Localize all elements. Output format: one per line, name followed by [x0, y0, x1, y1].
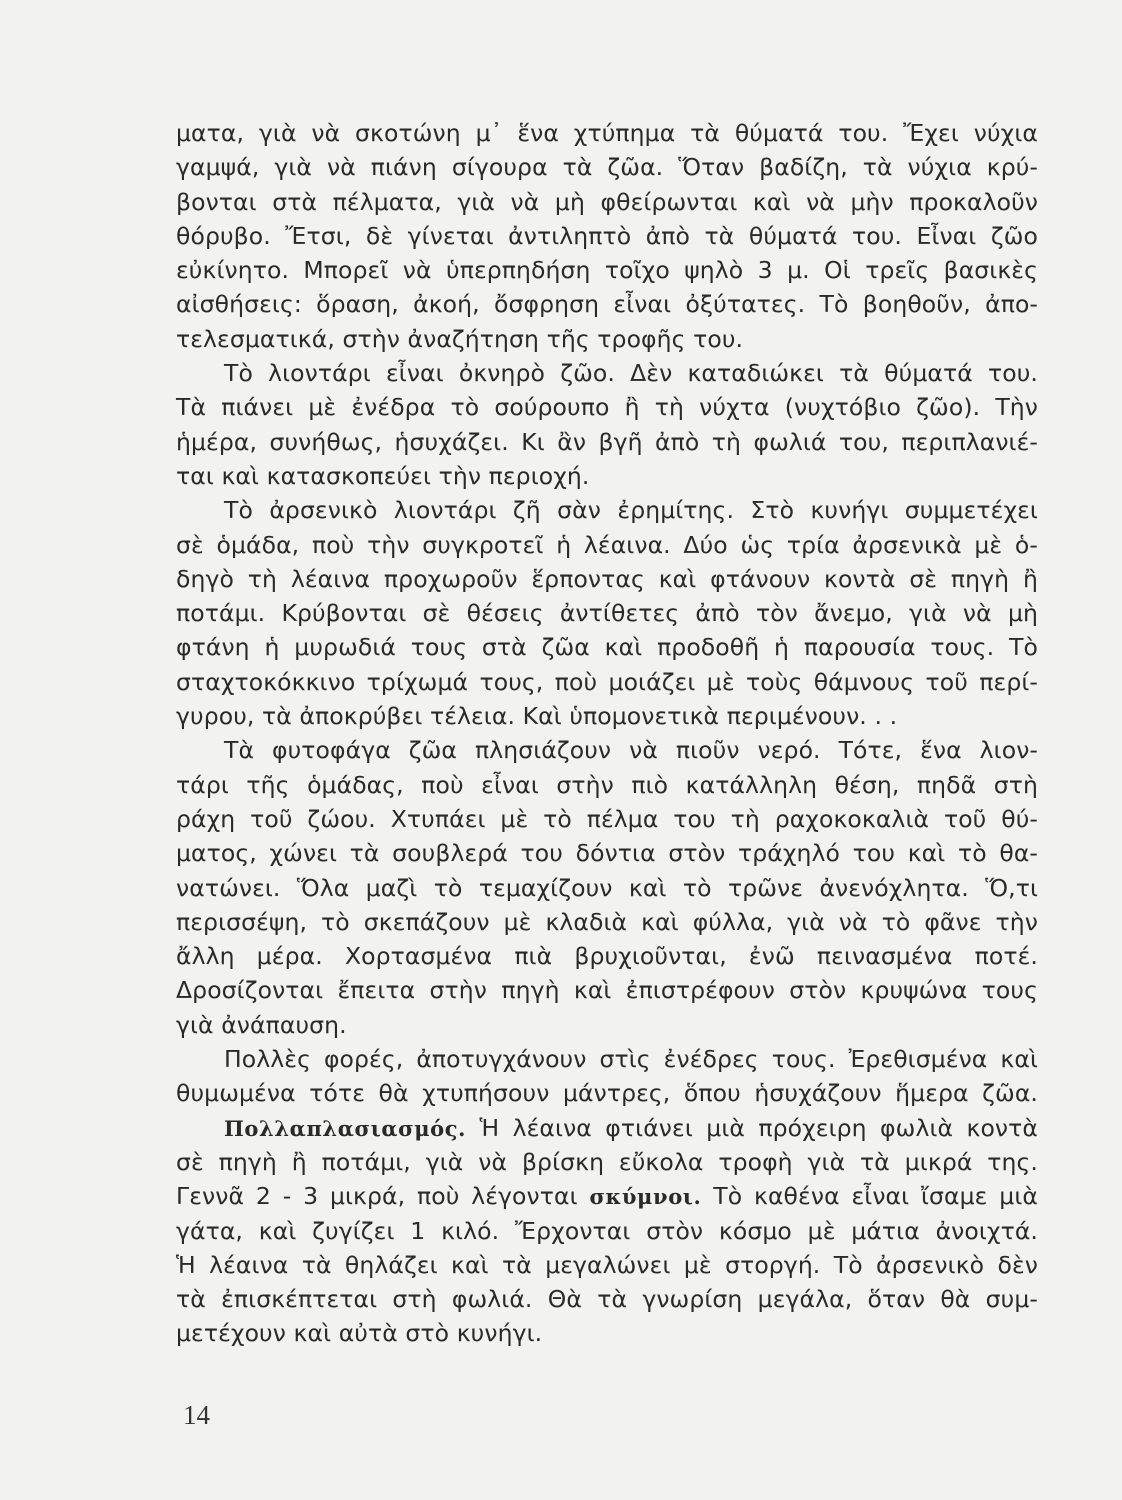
- text-line: ράχη τοῦ ζώου. Χτυπάει μὲ τὸ πέλμα του τὴ ραχοκοκαλιὰ τοῦ θύ-: [176, 804, 1038, 833]
- paragraph-3: [176, 493, 1038, 733]
- page-number: 14: [183, 1400, 210, 1430]
- text-line: ται καὶ κατασκοπεύει τὴν περιοχή.: [176, 461, 590, 490]
- text-span: Τὸ καθένα εἶναι ἴσαμε μιὰ: [713, 1182, 1038, 1211]
- text-line: θυμωμένα τότε θὰ χτυπήσουν μάντρες, ὅπου ἡσυχάζουν ἥμερα ζῶα.: [176, 1079, 1038, 1108]
- paragraph-reproduction: [176, 1111, 1038, 1351]
- paragraph-2: [176, 356, 1038, 493]
- text-line: σταχτοκόκκινο τρίχωμά τους, ποὺ μοιάζει μὲ τοὺς θάμνους τοῦ περί-: [176, 667, 1038, 696]
- text-line: Δροσίζονται ἔπειτα στὴν πηγὴ καὶ ἐπιστρέφουν στὸν κρυψώνα τους: [176, 976, 1038, 1005]
- text-line: γάτα, καὶ ζυγίζει 1 κιλό. Ἔρχονται στὸν κόσμο μὲ μάτια ἀνοιχτά.: [176, 1216, 1038, 1245]
- text-line: εὐκίνητο. Μπορεῖ νὰ ὑπερπηδήση τοῖχο ψηλὸ 3 μ. Οἱ τρεῖς βασικὲς: [176, 256, 1038, 285]
- section-term: Πολλαπλασιασμός.: [224, 1115, 467, 1141]
- text-line: ἄλλη μέρα. Χορτασμένα πιὰ βρυχιοῦνται, ἐνῶ πεινασμένα ποτέ.: [176, 942, 1038, 971]
- text-line: γαμψά, γιὰ νὰ πιάνη σίγουρα τὰ ζῶα. Ὅταν βαδίζη, τὰ νύχια κρύ-: [176, 153, 1038, 182]
- paragraph-4: [176, 733, 1038, 1042]
- body-text: [176, 116, 1038, 1351]
- text-line: γιὰ ἀνάπαυση.: [176, 1010, 347, 1039]
- text-line: [176, 1179, 1038, 1213]
- text-line: ποτάμι. Κρύβονται σὲ θέσεις ἀντίθετες ἀπὸ τὸν ἄνεμο, γιὰ νὰ μὴ: [176, 599, 1038, 628]
- text-line: Τὰ φυτοφάγα ζῶα πλησιάζουν νὰ πιοῦν νερό. Τότε, ἕνα λιον-: [224, 736, 1038, 765]
- text-line: δηγὸ τὴ λέαινα προχωροῦν ἕρποντας καὶ φτάνουν κοντὰ σὲ πηγὴ ἢ: [176, 564, 1038, 593]
- text-line: ματα, γιὰ νὰ σκοτώνη μ᾿ ἕνα χτύπημα τὰ θύματά του. Ἔχει νύχια: [176, 119, 1038, 147]
- text-line: γυρου, τὰ ἀποκρύβει τέλεια. Καὶ ὑπομονετικὰ περιμένουν. . .: [176, 702, 898, 731]
- text-line: τελεσματικά, στὴν ἀναζήτηση τῆς τροφῆς του.: [176, 324, 744, 353]
- text-line: Ἡ λέαινα τὰ θηλάζει καὶ τὰ μεγαλώνει μὲ στοργή. Τὸ ἀρσενικὸ δὲν: [176, 1250, 1038, 1279]
- text-line: φτάνη ἡ μυρωδιά τους στὰ ζῶα καὶ προδοθῆ ἡ παρουσία τους. Τὸ: [176, 633, 1038, 662]
- text-line: αἰσθήσεις: ὅραση, ἀκοή, ὄσφρηση εἶναι ὀξύτατες. Τὸ βοηθοῦν, ἀπο-: [176, 290, 1038, 319]
- text-line: ἡμέρα, συνήθως, ἡσυχάζει. Κι ἂν βγῆ ἀπὸ τὴ φωλιά του, περιπλανιέ-: [176, 427, 1038, 456]
- text-line: νατώνει. Ὅλα μαζὶ τὸ τεμαχίζουν καὶ τὸ τρῶνε ἀνενόχλητα. Ὅ,τι: [176, 873, 1038, 902]
- text-line: τάρι τῆς ὁμάδας, ποὺ εἶναι στὴν πιὸ κατάλληλη θέση, πηδᾶ στὴ: [176, 770, 1038, 799]
- text-line: σὲ πηγὴ ἢ ποτάμι, γιὰ νὰ βρίσκη εὔκολα τροφὴ γιὰ τὰ μικρά της.: [176, 1147, 1038, 1176]
- text-span: Ἡ λέαινα φτιάνει μιὰ πρόχειρη φωλιὰ κοντὰ: [479, 1113, 1038, 1142]
- text-line: Τὰ πιάνει μὲ ἐνέδρα τὸ σούρουπο ἢ τὴ νύχτα (νυχτόβιο ζῶο). Τὴν: [176, 393, 1038, 422]
- text-line: τὰ ἐπισκέπτεται στὴ φωλιά. Θὰ τὰ γνωρίση μεγάλα, ὅταν θὰ συμ-: [176, 1285, 1038, 1314]
- text-line: Πολλὲς φορές, ἀποτυγχάνουν στὶς ἐνέδρες τους. Ἐρεθισμένα καὶ: [224, 1045, 1038, 1074]
- text-line: ματος, χώνει τὰ σουβλερά του δόντια στὸν τράχηλό του καὶ τὸ θα-: [176, 839, 1038, 868]
- text-span: Γεννᾶ 2 - 3 μικρά, ποὺ λέγονται: [176, 1182, 578, 1211]
- text-line: Τὸ ἀρσενικὸ λιοντάρι ζῆ σὰν ἐρημίτης. Στὸ κυνήγι συμμετέχει: [224, 496, 1038, 525]
- text-line: σὲ ὁμάδα, ποὺ τὴν συγκροτεῖ ἡ λέαινα. Δύο ὡς τρία ἀρσενικὰ μὲ ὁ-: [176, 530, 1038, 559]
- text-line: μετέχουν καὶ αὐτὰ στὸ κυνήγι.: [176, 1319, 543, 1348]
- text-line: Τὸ λιοντάρι εἶναι ὀκνηρὸ ζῶο. Δὲν καταδιώκει τὰ θύματά του.: [224, 359, 1038, 388]
- inline-term: σκύμνοι.: [589, 1184, 702, 1210]
- paragraph-5: [176, 1042, 1038, 1111]
- text-line: θόρυβο. Ἔτσι, δὲ γίνεται ἀντιληπτὸ ἀπὸ τὰ θύματά του. Εἶναι ζῶο: [176, 221, 1038, 250]
- text-line: βονται στὰ πέλματα, γιὰ νὰ μὴ φθείρωνται καὶ νὰ μὴν προκαλοῦν: [176, 187, 1038, 216]
- paragraph-1: [176, 116, 1038, 356]
- text-line: περισσέψη, τὸ σκεπάζουν μὲ κλαδιὰ καὶ φύλλα, γιὰ νὰ τὸ φᾶνε τὴν: [176, 907, 1038, 936]
- text-line: [176, 1111, 1038, 1145]
